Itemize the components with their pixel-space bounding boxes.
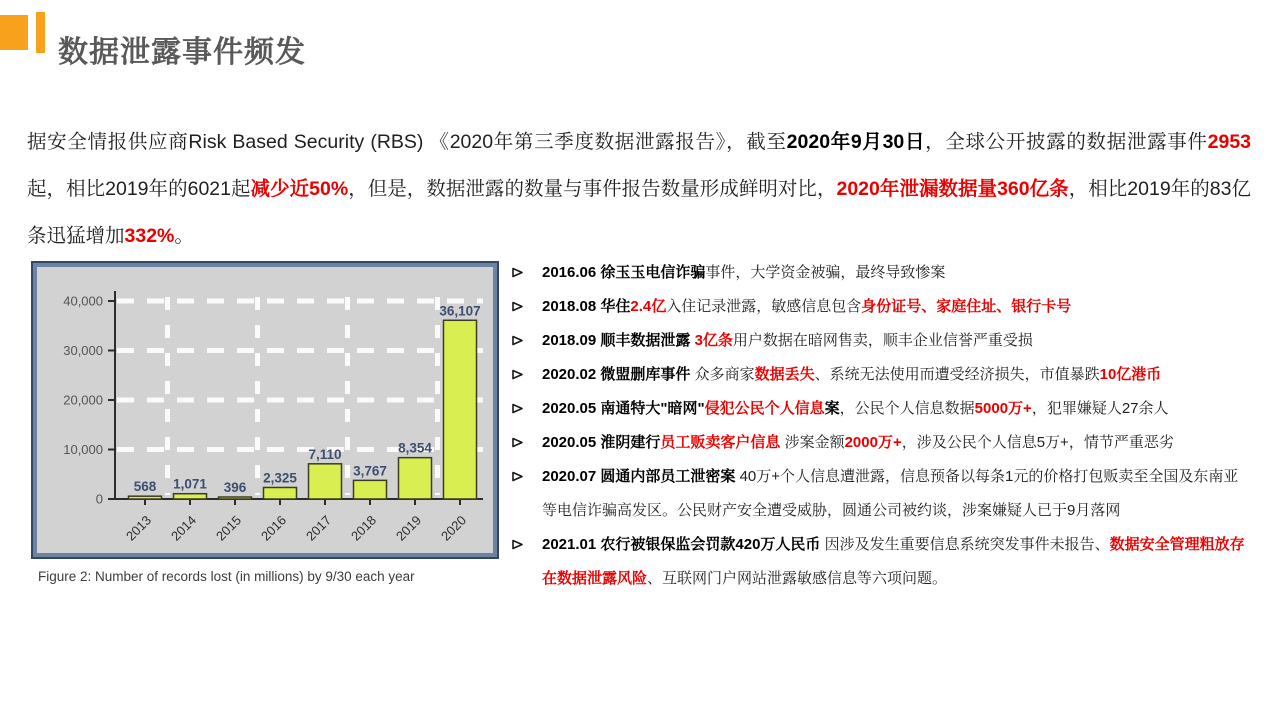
emphasis-red-text: 数据安全管理粗放存在数据泄露风险 [542, 536, 1245, 587]
bold-text: 2020.05 南通特大"暗网" [542, 400, 705, 417]
svg-text:396: 396 [223, 480, 247, 495]
svg-text:2013: 2013 [123, 512, 155, 544]
svg-text:2015: 2015 [213, 512, 245, 544]
body-text: 40万+个人信息遭泄露，信息预备以每条1元的价格打包贩卖至全国及东南亚等电信诈骗高发区。公民财产安全遭受威胁，圆通公司被约谈，涉案嫌疑人已于9月落网 [542, 468, 1239, 519]
event-text [542, 460, 1253, 528]
bold-text: 2021.01 农行被银保监会罚款420万人民币 [542, 536, 825, 553]
page-title: 数据泄露事件频发 [58, 36, 306, 70]
bar-chart-figure [33, 263, 497, 557]
event-text [542, 392, 1253, 426]
event-text [542, 324, 1253, 358]
event-list [511, 256, 1253, 596]
svg-text:2020: 2020 [438, 512, 470, 544]
event-list-item [511, 426, 1253, 460]
svg-text:2018: 2018 [348, 512, 380, 544]
svg-text:20,000: 20,000 [63, 392, 103, 408]
svg-text:10,000: 10,000 [63, 442, 103, 457]
intro-paragraph [27, 119, 1251, 260]
event-list-item [511, 290, 1253, 324]
emphasis-red-text: 员工贩卖客户信息 [660, 434, 785, 451]
emphasis-red-text: 2000万+ [844, 434, 902, 451]
svg-text:7,110: 7,110 [308, 446, 342, 462]
chart-caption: Figure 2: Number of records lost (in millions) by 9/30 each year [38, 569, 415, 584]
bold-text: 2020.02 微盟删库事件 [542, 366, 695, 383]
svg-text:30,000: 30,000 [63, 343, 103, 358]
body-text: ，公民个人信息数据 [839, 400, 975, 417]
event-list-item [511, 528, 1253, 596]
emphasis-red-text: 侵犯公民个人信息 [704, 400, 825, 417]
emphasis-red-text: 2.4亿 [630, 298, 667, 315]
bar-chart [37, 267, 491, 551]
bold-text: 2020.05 淮阴建行 [542, 434, 661, 451]
bold-text: 2018.08 华住 [542, 298, 631, 315]
event-text [542, 290, 1253, 324]
emphasis-red-text: 2020年泄漏数据量360亿条 [836, 177, 1069, 200]
svg-text:0: 0 [95, 491, 103, 507]
event-list-item [511, 358, 1253, 392]
emphasis-red-text: 332% [124, 224, 175, 247]
emphasis-red-text: 数据丢失 [754, 366, 815, 383]
arrow-bullet-icon [511, 426, 542, 449]
emphasis-red-text: 3亿条 [694, 332, 733, 349]
emphasis-red-text: 减少近50% [250, 177, 349, 200]
body-text: 事件，大学资金被骗，最终导致惨案 [705, 264, 946, 281]
title-accent-square [0, 15, 28, 50]
svg-text:1,071: 1,071 [173, 476, 207, 492]
body-text: 入住记录泄露，敏感信息包含 [666, 298, 862, 315]
body-text: ，但是，数据泄露的数量与事件报告数量形成鲜明对比， [348, 177, 837, 200]
event-text [542, 256, 1253, 290]
event-text [542, 426, 1253, 460]
arrow-bullet-icon [511, 358, 542, 381]
emphasis-red-text: 5000万+ [974, 400, 1032, 417]
svg-text:2016: 2016 [258, 512, 290, 544]
arrow-bullet-icon [511, 256, 542, 279]
svg-text:2014: 2014 [168, 512, 200, 544]
bold-text: 2016.06 徐玉玉电信诈骗 [542, 264, 706, 281]
body-text: ，全球公开披露的数据泄露事件 [925, 130, 1208, 153]
bold-text: 2020.07 圆通内部员工泄密案 [542, 468, 740, 485]
svg-text:8,354: 8,354 [398, 440, 432, 456]
arrow-bullet-icon [511, 528, 542, 551]
bold-text: 2018.09 顺丰数据泄露 [542, 332, 695, 349]
emphasis-red-text: 2953 [1207, 130, 1252, 153]
body-text: 起，相比2019年的6021起 [27, 177, 251, 200]
body-text: 据安全情报供应商Risk Based Security (RBS) 《2020年第三季度数据泄露报告》，截至 [27, 130, 787, 153]
body-text: 涉案金额 [784, 434, 845, 451]
emphasis-red-text: 10亿港币 [1099, 366, 1162, 383]
arrow-bullet-icon [511, 290, 542, 313]
svg-text:2017: 2017 [303, 512, 335, 544]
arrow-bullet-icon [511, 324, 542, 347]
body-text: 、系统无法使用而遭受经济损失，市值暴跌 [814, 366, 1100, 383]
svg-text:3,767: 3,767 [353, 463, 387, 479]
body-text: ，涉及公民个人信息5万+，情节严重恶劣 [901, 434, 1174, 451]
event-text [542, 358, 1253, 392]
body-text: 。 [174, 224, 194, 247]
body-text: 用户数据在暗网售卖，顺丰企业信誉严重受损 [732, 332, 1033, 349]
svg-text:2019: 2019 [393, 512, 425, 544]
svg-text:2,325: 2,325 [263, 470, 297, 486]
body-text: 因涉及发生重要信息系统突发事件未报告、 [824, 536, 1110, 553]
arrow-bullet-icon [511, 460, 542, 483]
svg-text:568: 568 [133, 479, 157, 495]
event-list-item [511, 460, 1253, 528]
body-text: 众多商家 [694, 366, 755, 383]
event-list-item [511, 324, 1253, 358]
event-list-item [511, 256, 1253, 290]
svg-text:40,000: 40,000 [63, 293, 103, 309]
arrow-bullet-icon [511, 392, 542, 415]
body-text: ，犯罪嫌疑人27余人 [1031, 400, 1169, 417]
body-text: ，相比2019年的83亿条迅猛增加 [27, 177, 1252, 247]
emphasis-red-text: 身份证号、家庭住址、银行卡号 [861, 298, 1072, 315]
bold-text: 案 [824, 400, 840, 417]
title-accent-bar [36, 12, 45, 53]
event-text [542, 528, 1253, 596]
body-text: 、互联网门户网站泄露敏感信息等六项问题。 [647, 570, 948, 587]
bold-text: 2020年9月30日 [786, 130, 926, 153]
svg-text:36,107: 36,107 [439, 303, 481, 319]
event-list-item [511, 392, 1253, 426]
